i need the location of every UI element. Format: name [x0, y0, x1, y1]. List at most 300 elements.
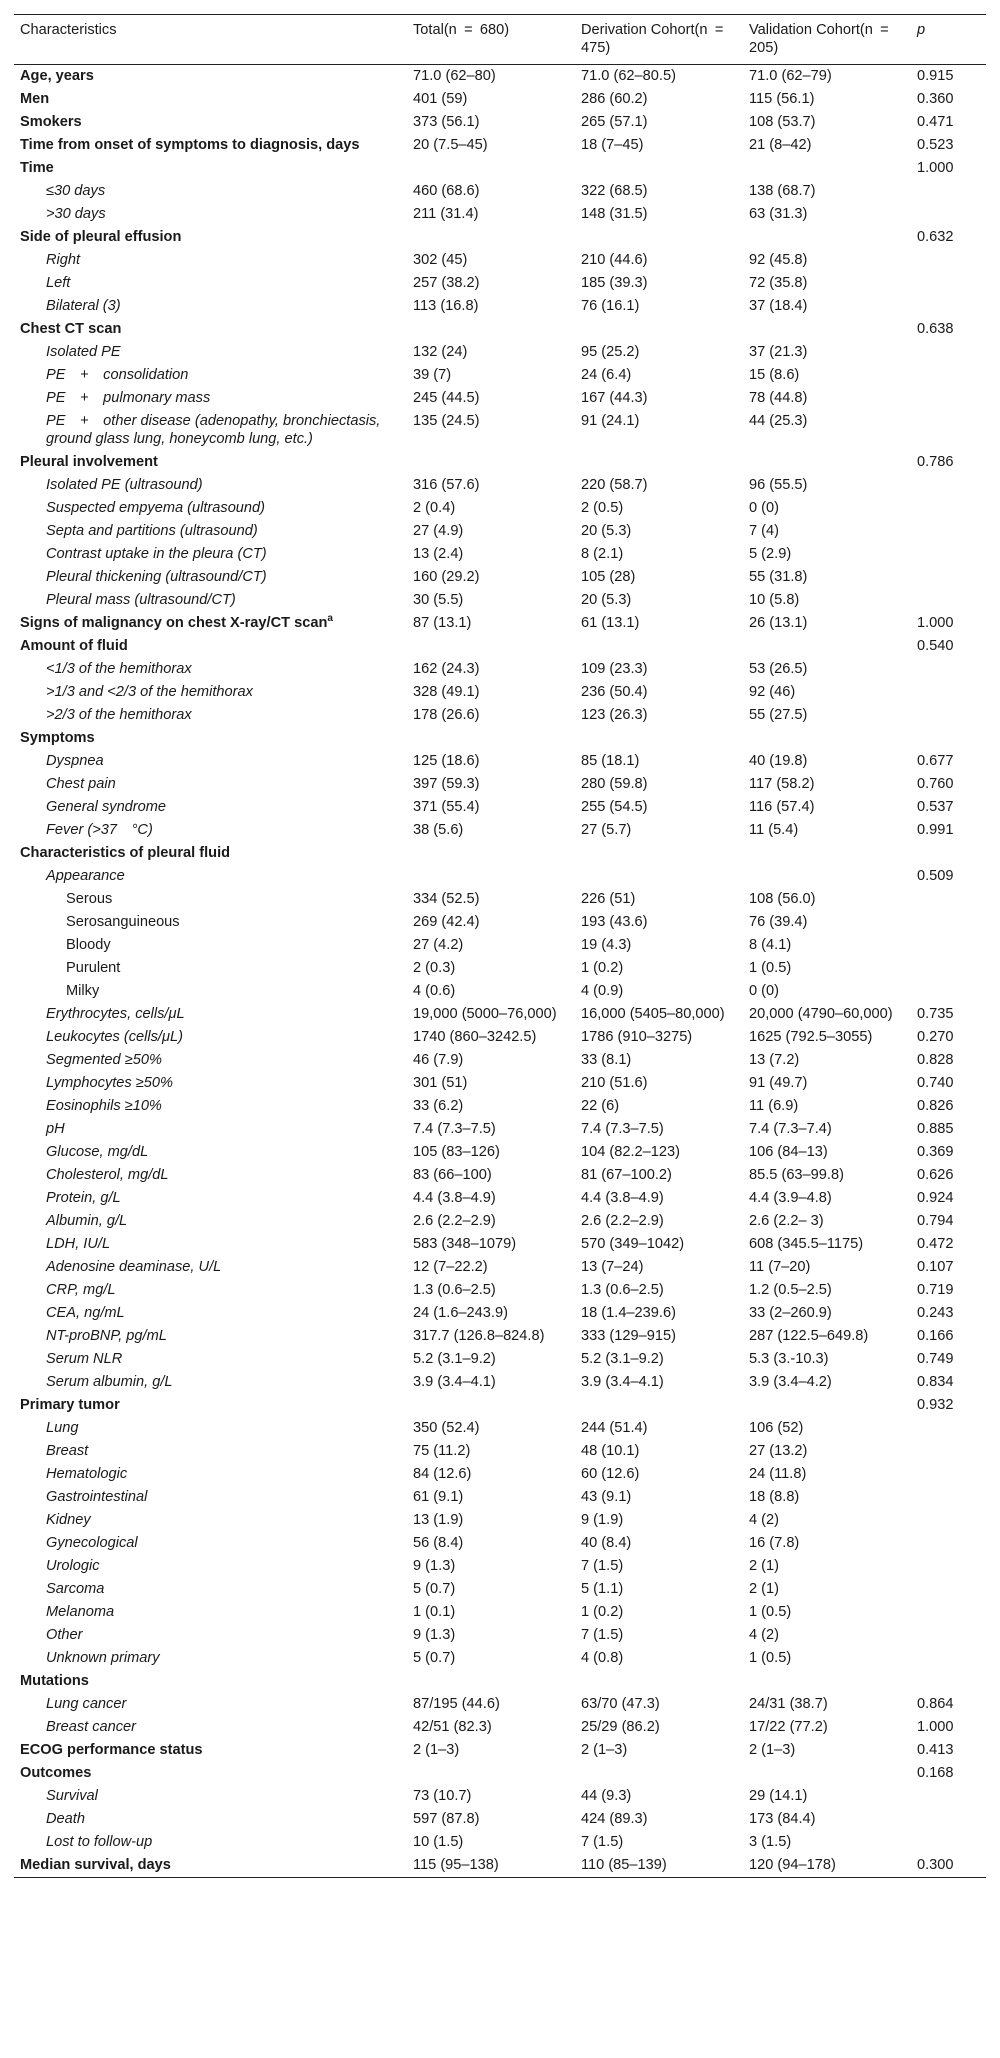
cell-derivation: 24 (6.4) — [581, 367, 632, 383]
cell-derivation: 185 (39.3) — [581, 275, 648, 291]
cell-derivation: 226 (51) — [581, 891, 636, 907]
row-label-text: Sarcoma — [46, 1581, 105, 1597]
cell-total: 397 (59.3) — [413, 776, 480, 792]
cell-p: 0.270 — [917, 1029, 954, 1045]
cell-total: 2 (0.3) — [413, 960, 456, 976]
cell-total: 115 (95–138) — [413, 1857, 499, 1873]
table-row — [14, 589, 986, 612]
table-row — [14, 1831, 986, 1854]
cell-total — [407, 1394, 575, 1417]
cell-total: 10 (1.5) — [413, 1834, 464, 1850]
cell-p — [911, 1509, 986, 1532]
table-row — [14, 612, 986, 635]
row-label — [14, 934, 407, 957]
cell-validation: 115 (56.1) — [749, 91, 815, 107]
row-label-text: Gastrointestinal — [46, 1489, 148, 1505]
cell-derivation: 244 (51.4) — [581, 1420, 648, 1436]
row-label — [14, 566, 407, 589]
footnote-marker: a — [327, 613, 333, 625]
row-label — [14, 658, 407, 681]
row-label — [14, 157, 407, 180]
row-label-text: Breast — [46, 1443, 89, 1459]
cell-validation — [743, 1762, 911, 1785]
cell-total: 83 (66–100) — [413, 1167, 492, 1183]
cell-p — [911, 364, 986, 387]
cell-p: 0.369 — [917, 1144, 954, 1160]
cell-validation: 96 (55.5) — [749, 477, 808, 493]
header-p: p — [917, 22, 926, 38]
cell-p: 1.000 — [917, 160, 954, 176]
table-row — [14, 1486, 986, 1509]
table-row — [14, 888, 986, 911]
row-label — [14, 1371, 407, 1394]
cell-p — [911, 1808, 986, 1831]
cell-derivation: 20 (5.3) — [581, 523, 632, 539]
row-label — [14, 1785, 407, 1808]
table-row — [14, 1739, 986, 1762]
cell-total: 33 (6.2) — [413, 1098, 464, 1114]
row-label-text: Glucose, mg/dL — [46, 1144, 149, 1160]
cell-p: 0.360 — [917, 91, 954, 107]
cell-total: 73 (10.7) — [413, 1788, 472, 1804]
row-label-text: Cholesterol, mg/dL — [46, 1167, 169, 1183]
table-row — [14, 111, 986, 134]
cell-total — [407, 318, 575, 341]
cell-validation: 3.9 (3.4–4.2) — [749, 1374, 832, 1390]
table-row — [14, 157, 986, 180]
cell-validation: 106 (84–13) — [749, 1144, 828, 1160]
cell-p: 0.632 — [917, 229, 954, 245]
cell-total: 75 (11.2) — [413, 1443, 471, 1459]
cell-p: 0.677 — [917, 753, 954, 769]
cell-validation: 11 (6.9) — [749, 1098, 799, 1114]
row-label-text: Bilateral (3) — [46, 298, 121, 314]
table-row — [14, 1118, 986, 1141]
table-row — [14, 1601, 986, 1624]
row-label — [14, 1164, 407, 1187]
cell-validation: 1 (0.5) — [749, 1604, 792, 1620]
table-row — [14, 1026, 986, 1049]
table-row — [14, 387, 986, 410]
cell-p: 0.749 — [917, 1351, 954, 1367]
row-label-text: Melanoma — [46, 1604, 115, 1620]
cell-p — [911, 249, 986, 272]
cell-validation: 71.0 (62–79) — [749, 68, 832, 84]
cell-p — [911, 658, 986, 681]
table-row — [14, 957, 986, 980]
cell-total: 5.2 (3.1–9.2) — [413, 1351, 496, 1367]
row-label-text: Albumin, g/L — [46, 1213, 128, 1229]
cell-p: 0.828 — [917, 1052, 954, 1068]
table-row — [14, 249, 986, 272]
table-row — [14, 364, 986, 387]
cell-derivation: 286 (60.2) — [581, 91, 648, 107]
row-label-text: Milky — [66, 983, 100, 999]
cell-total: 4.4 (3.8–4.9) — [413, 1190, 496, 1206]
table-row — [14, 865, 986, 888]
row-label — [14, 1072, 407, 1095]
row-label-text: Isolated PE (ultrasound) — [46, 477, 203, 493]
table-row — [14, 520, 986, 543]
cell-derivation: 322 (68.5) — [581, 183, 648, 199]
row-label-text: Serosanguineous — [66, 914, 180, 930]
row-label — [14, 520, 407, 543]
row-label-text: Protein, g/L — [46, 1190, 121, 1206]
cell-validation: 11 (7–20) — [749, 1259, 811, 1275]
row-label — [14, 589, 407, 612]
row-label — [14, 1808, 407, 1831]
row-label — [14, 911, 407, 934]
cell-total: 135 (24.5) — [413, 413, 480, 429]
cell-total — [407, 226, 575, 249]
cell-p: 0.413 — [917, 1742, 954, 1758]
cell-validation: 4.4 (3.9–4.8) — [749, 1190, 832, 1206]
cell-derivation: 265 (57.1) — [581, 114, 648, 130]
cell-p: 0.540 — [917, 638, 954, 654]
cell-total: 13 (2.4) — [413, 546, 464, 562]
cell-validation: 108 (56.0) — [749, 891, 816, 907]
cell-validation: 0 (0) — [749, 500, 780, 516]
cell-p: 0.740 — [917, 1075, 954, 1091]
cell-p — [911, 681, 986, 704]
cell-p — [911, 410, 986, 451]
cell-derivation: 9 (1.9) — [581, 1512, 624, 1528]
cell-p — [911, 589, 986, 612]
cell-validation: 72 (35.8) — [749, 275, 808, 291]
cell-derivation: 81 (67–100.2) — [581, 1167, 672, 1183]
row-label — [14, 1578, 407, 1601]
cell-derivation — [575, 157, 743, 180]
cell-derivation: 18 (1.4–239.6) — [581, 1305, 676, 1321]
cell-total: 13 (1.9) — [413, 1512, 464, 1528]
cell-derivation: 4 (0.8) — [581, 1650, 624, 1666]
cell-p — [911, 566, 986, 589]
cell-total: 24 (1.6–243.9) — [413, 1305, 508, 1321]
row-label — [14, 773, 407, 796]
table-row — [14, 773, 986, 796]
cell-p — [911, 1486, 986, 1509]
cell-validation: 5 (2.9) — [749, 546, 792, 562]
row-label-text: Mutations — [20, 1673, 89, 1689]
cell-total: 160 (29.2) — [413, 569, 480, 585]
cell-derivation: 43 (9.1) — [581, 1489, 632, 1505]
cell-total: 5 (0.7) — [413, 1581, 456, 1597]
cell-p — [911, 842, 986, 865]
cell-derivation: 4.4 (3.8–4.9) — [581, 1190, 664, 1206]
cell-validation: 3 (1.5) — [749, 1834, 792, 1850]
table-row — [14, 1624, 986, 1647]
cell-validation: 55 (31.8) — [749, 569, 808, 585]
cell-validation: 85.5 (63–99.8) — [749, 1167, 844, 1183]
cell-total: 71.0 (62–80) — [413, 68, 496, 84]
cell-derivation: 76 (16.1) — [581, 298, 640, 314]
row-label — [14, 1486, 407, 1509]
cell-p: 1.000 — [917, 615, 954, 631]
cell-validation: 106 (52) — [749, 1420, 804, 1436]
row-label-text: Serum NLR — [46, 1351, 123, 1367]
row-label — [14, 1095, 407, 1118]
row-label-text: Erythrocytes, cells/μL — [46, 1006, 185, 1022]
header-total: Total(n = 680) — [413, 22, 510, 38]
cell-total: 334 (52.5) — [413, 891, 480, 907]
cell-validation: 55 (27.5) — [749, 707, 808, 723]
cell-derivation: 91 (24.1) — [581, 413, 640, 429]
row-label-text: Primary tumor — [20, 1397, 120, 1413]
cell-p — [911, 1601, 986, 1624]
row-label-text: Suspected empyema (ultrasound) — [46, 500, 266, 516]
table-row — [14, 1325, 986, 1348]
cell-total — [407, 157, 575, 180]
cell-validation: 24 (11.8) — [749, 1466, 807, 1482]
cell-total: 61 (9.1) — [413, 1489, 464, 1505]
table-row — [14, 1532, 986, 1555]
cell-validation: 78 (44.8) — [749, 390, 808, 406]
row-label-text: Pleural involvement — [20, 454, 158, 470]
row-label — [14, 410, 407, 451]
row-label-text: Amount of fluid — [20, 638, 128, 654]
cell-p: 0.166 — [917, 1328, 954, 1344]
cell-total: 7.4 (7.3–7.5) — [413, 1121, 496, 1137]
cell-p: 0.472 — [917, 1236, 954, 1252]
cell-p: 0.471 — [917, 114, 954, 130]
header-characteristics: Characteristics — [20, 22, 117, 38]
cell-p — [911, 1831, 986, 1854]
cell-total: 5 (0.7) — [413, 1650, 456, 1666]
cell-validation: 5.3 (3.-10.3) — [749, 1351, 829, 1367]
cell-validation: 2 (1) — [749, 1558, 780, 1574]
row-label-text: Pleural thickening (ultrasound/CT) — [46, 569, 267, 585]
cell-derivation: 71.0 (62–80.5) — [581, 68, 676, 84]
cell-p: 0.786 — [917, 454, 954, 470]
row-label — [14, 65, 407, 89]
cell-p — [911, 1785, 986, 1808]
cell-total — [407, 865, 575, 888]
cell-derivation — [575, 865, 743, 888]
row-label-text: CEA, ng/mL — [46, 1305, 125, 1321]
row-label-text: Bloody — [66, 937, 111, 953]
cell-total: 27 (4.9) — [413, 523, 464, 539]
cell-validation: 4 (2) — [749, 1512, 780, 1528]
cell-total: 1.3 (0.6–2.5) — [413, 1282, 496, 1298]
row-label-text: Purulent — [66, 960, 121, 976]
cell-derivation: 424 (89.3) — [581, 1811, 648, 1827]
cell-validation: 27 (13.2) — [749, 1443, 808, 1459]
row-label — [14, 727, 407, 750]
row-label — [14, 1716, 407, 1739]
cell-validation — [743, 451, 911, 474]
cell-total: 371 (55.4) — [413, 799, 480, 815]
cell-validation: 63 (31.3) — [749, 206, 808, 222]
header-derivation: Derivation Cohort(n = 475) — [581, 22, 731, 56]
cell-p — [911, 497, 986, 520]
cell-p — [911, 911, 986, 934]
cell-p — [911, 543, 986, 566]
table-row — [14, 295, 986, 318]
table-row — [14, 1279, 986, 1302]
cell-p: 0.924 — [917, 1190, 954, 1206]
row-label-text: Gynecological — [46, 1535, 138, 1551]
row-label — [14, 134, 407, 157]
row-label-text: Serum albumin, g/L — [46, 1374, 173, 1390]
cell-derivation: 148 (31.5) — [581, 206, 648, 222]
cell-total: 211 (31.4) — [413, 206, 479, 222]
table-row — [14, 226, 986, 249]
row-label-text: Septa and partitions (ultrasound) — [46, 523, 258, 539]
cell-validation: 120 (94–178) — [749, 1857, 836, 1873]
cell-validation: 33 (2–260.9) — [749, 1305, 832, 1321]
table-row — [14, 566, 986, 589]
cell-validation: 608 (345.5–1175) — [749, 1236, 864, 1252]
cell-total: 1740 (860–3242.5) — [413, 1029, 537, 1045]
cell-validation: 7.4 (7.3–7.4) — [749, 1121, 832, 1137]
characteristics-table — [14, 14, 986, 1878]
cell-p — [911, 1463, 986, 1486]
table-row — [14, 1785, 986, 1808]
cell-validation: 117 (58.2) — [749, 776, 815, 792]
row-label-text: Lost to follow-up — [46, 1834, 153, 1850]
cell-derivation — [575, 1670, 743, 1693]
cell-derivation: 1.3 (0.6–2.5) — [581, 1282, 664, 1298]
cell-validation: 1 (0.5) — [749, 1650, 792, 1666]
row-label — [14, 1624, 407, 1647]
row-label-text: LDH, IU/L — [46, 1236, 111, 1252]
cell-validation: 17/22 (77.2) — [749, 1719, 828, 1735]
cell-p — [911, 1440, 986, 1463]
cell-derivation: 123 (26.3) — [581, 707, 648, 723]
cell-p: 0.885 — [917, 1121, 954, 1137]
table-row — [14, 1095, 986, 1118]
table-row — [14, 934, 986, 957]
cell-validation: 24/31 (38.7) — [749, 1696, 828, 1712]
row-label — [14, 980, 407, 1003]
cell-total: 2.6 (2.2–2.9) — [413, 1213, 496, 1229]
row-label — [14, 1394, 407, 1417]
table-row — [14, 1440, 986, 1463]
row-label — [14, 474, 407, 497]
cell-derivation: 3.9 (3.4–4.1) — [581, 1374, 664, 1390]
table-row — [14, 1164, 986, 1187]
row-label — [14, 612, 407, 635]
cell-p — [911, 934, 986, 957]
table-row — [14, 704, 986, 727]
cell-total: 460 (68.6) — [413, 183, 480, 199]
table-row — [14, 543, 986, 566]
cell-p: 1.000 — [917, 1719, 954, 1735]
row-label-text: >30 days — [46, 206, 106, 222]
table-row — [14, 1716, 986, 1739]
cell-derivation: 22 (6) — [581, 1098, 620, 1114]
row-label-text: Chest pain — [46, 776, 116, 792]
row-label-text: PE + other disease (adenopathy, bronchiectasis, ground glass lung, honeycomb lung, etc.) — [46, 413, 381, 447]
row-label-text: Death — [46, 1811, 85, 1827]
cell-derivation — [575, 842, 743, 865]
row-label-text: Urologic — [46, 1558, 100, 1574]
cell-total: 245 (44.5) — [413, 390, 480, 406]
row-label-text: Symptoms — [20, 730, 95, 746]
row-label — [14, 203, 407, 226]
table-row — [14, 1187, 986, 1210]
cell-validation: 29 (14.1) — [749, 1788, 808, 1804]
cell-derivation: 2.6 (2.2–2.9) — [581, 1213, 664, 1229]
cell-total: 9 (1.3) — [413, 1558, 456, 1574]
row-label — [14, 1532, 407, 1555]
cell-total: 38 (5.6) — [413, 822, 464, 838]
table-row — [14, 272, 986, 295]
cell-total — [407, 727, 575, 750]
cell-validation: 16 (7.8) — [749, 1535, 800, 1551]
cell-validation — [743, 157, 911, 180]
cell-validation: 76 (39.4) — [749, 914, 808, 930]
row-label — [14, 681, 407, 704]
table-row — [14, 1463, 986, 1486]
cell-p: 0.626 — [917, 1167, 954, 1183]
cell-derivation: 2 (1–3) — [581, 1742, 628, 1758]
cell-derivation — [575, 727, 743, 750]
row-label — [14, 750, 407, 773]
table-row — [14, 1578, 986, 1601]
cell-p — [911, 474, 986, 497]
row-label-text: Right — [46, 252, 81, 268]
table-container — [14, 14, 986, 1878]
cell-p — [911, 1555, 986, 1578]
row-label-text: Other — [46, 1627, 83, 1643]
row-label — [14, 1509, 407, 1532]
table-row — [14, 1808, 986, 1831]
row-label — [14, 1831, 407, 1854]
row-label — [14, 957, 407, 980]
cell-p: 0.932 — [917, 1397, 954, 1413]
table-body — [14, 65, 986, 1878]
row-label-text: Fever (>37 °C) — [46, 822, 153, 838]
cell-derivation: 570 (349–1042) — [581, 1236, 685, 1252]
cell-p: 0.537 — [917, 799, 954, 815]
cell-derivation: 220 (58.7) — [581, 477, 648, 493]
row-label — [14, 842, 407, 865]
cell-total: 302 (45) — [413, 252, 468, 268]
table-row — [14, 658, 986, 681]
cell-validation: 37 (18.4) — [749, 298, 808, 314]
cell-p: 0.300 — [917, 1857, 954, 1873]
row-label — [14, 88, 407, 111]
row-label — [14, 888, 407, 911]
cell-validation: 116 (57.4) — [749, 799, 815, 815]
cell-validation — [743, 1394, 911, 1417]
cell-total: 373 (56.1) — [413, 114, 480, 130]
row-label-text: Leukocytes (cells/μL) — [46, 1029, 183, 1045]
table-row — [14, 341, 986, 364]
row-label — [14, 1026, 407, 1049]
row-label — [14, 111, 407, 134]
table-row — [14, 1394, 986, 1417]
row-label-text: Unknown primary — [46, 1650, 160, 1666]
cell-p — [911, 957, 986, 980]
cell-total: 87 (13.1) — [413, 615, 472, 631]
cell-validation: 10 (5.8) — [749, 592, 800, 608]
cell-derivation: 333 (129–915) — [581, 1328, 676, 1344]
cell-validation — [743, 1670, 911, 1693]
row-label — [14, 1187, 407, 1210]
cell-p — [911, 727, 986, 750]
cell-p: 0.107 — [917, 1259, 954, 1275]
row-label — [14, 1693, 407, 1716]
row-label-text: >1/3 and <2/3 of the hemithorax — [46, 684, 253, 700]
cell-validation: 0 (0) — [749, 983, 780, 999]
row-label — [14, 1325, 407, 1348]
cell-p — [911, 1578, 986, 1601]
cell-total: 350 (52.4) — [413, 1420, 480, 1436]
cell-derivation: 105 (28) — [581, 569, 636, 585]
cell-validation: 138 (68.7) — [749, 183, 816, 199]
